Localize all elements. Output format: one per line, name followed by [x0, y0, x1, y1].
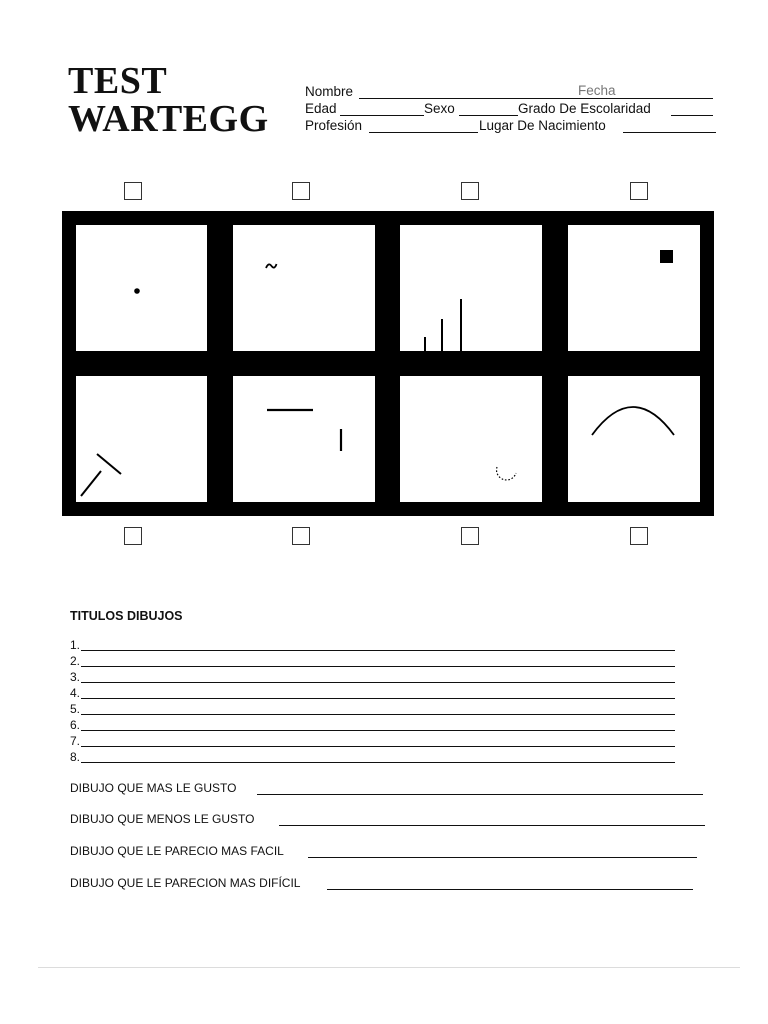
box-5[interactable] — [76, 376, 207, 502]
box-2[interactable] — [233, 225, 375, 351]
title-number: 6. — [70, 718, 81, 732]
title-field-4[interactable] — [81, 698, 675, 699]
grado-field[interactable] — [671, 101, 713, 116]
stimulus-dot — [134, 288, 140, 294]
checkbox-bottom-1[interactable] — [124, 527, 142, 545]
edad-label: Edad — [305, 101, 337, 116]
box-8[interactable] — [568, 376, 700, 502]
nombre-field[interactable] — [359, 84, 713, 99]
profesion-field[interactable] — [369, 118, 478, 133]
title-field-8[interactable] — [81, 762, 675, 763]
title-number: 2. — [70, 654, 81, 668]
box-1[interactable] — [76, 225, 207, 351]
title-field-1[interactable] — [81, 650, 675, 651]
title-number: 4. — [70, 686, 81, 700]
answer-field-3[interactable] — [308, 857, 697, 858]
checkbox-bottom-3[interactable] — [461, 527, 479, 545]
sexo-field[interactable] — [459, 101, 518, 116]
page-divider — [38, 967, 740, 968]
title-field-2[interactable] — [81, 666, 675, 667]
checkbox-top-3[interactable] — [461, 182, 479, 200]
question-label: DIBUJO QUE MENOS LE GUSTO — [70, 812, 255, 826]
title-line-1: TEST — [68, 60, 168, 102]
box-4[interactable] — [568, 225, 700, 351]
nombre-label: Nombre — [305, 84, 354, 99]
title-number: 3. — [70, 670, 81, 684]
edad-field[interactable] — [340, 101, 424, 116]
answer-field-4[interactable] — [327, 889, 693, 890]
test-title — [68, 62, 269, 138]
box-7[interactable] — [400, 376, 542, 502]
title-field-5[interactable] — [81, 714, 675, 715]
lugar-label: Lugar De Nacimiento — [479, 118, 606, 133]
title-field-3[interactable] — [81, 682, 675, 683]
title-number: 8. — [70, 750, 81, 764]
wartegg-grid — [62, 211, 714, 516]
title-number: 7. — [70, 734, 81, 748]
lugar-field[interactable] — [623, 118, 716, 133]
box-3[interactable] — [400, 225, 542, 351]
title-field-7[interactable] — [81, 746, 675, 747]
checkbox-top-1[interactable] — [124, 182, 142, 200]
grado-label: Grado De Escolaridad — [518, 101, 651, 116]
title-line-2: WARTEGG — [68, 98, 269, 140]
title-number: 1. — [70, 638, 81, 652]
checkbox-top-4[interactable] — [630, 182, 648, 200]
box-6[interactable] — [233, 376, 375, 502]
title-number: 5. — [70, 702, 81, 716]
stimulus-square — [660, 250, 673, 263]
question-label: DIBUJO QUE MAS LE GUSTO — [70, 781, 237, 795]
answer-field-2[interactable] — [279, 825, 705, 826]
profesion-label: Profesión — [305, 118, 363, 133]
checkbox-bottom-4[interactable] — [630, 527, 648, 545]
question-label: DIBUJO QUE LE PARECIO MAS FACIL — [70, 844, 284, 858]
sexo-label: Sexo — [424, 101, 455, 116]
checkbox-bottom-2[interactable] — [292, 527, 310, 545]
checkbox-top-2[interactable] — [292, 182, 310, 200]
question-label: DIBUJO QUE LE PARECION MAS DIFÍCIL — [70, 876, 301, 890]
fecha-label: Fecha — [578, 83, 616, 98]
titles-heading: TITULOS DIBUJOS — [70, 609, 183, 623]
title-field-6[interactable] — [81, 730, 675, 731]
answer-field-1[interactable] — [257, 794, 703, 795]
